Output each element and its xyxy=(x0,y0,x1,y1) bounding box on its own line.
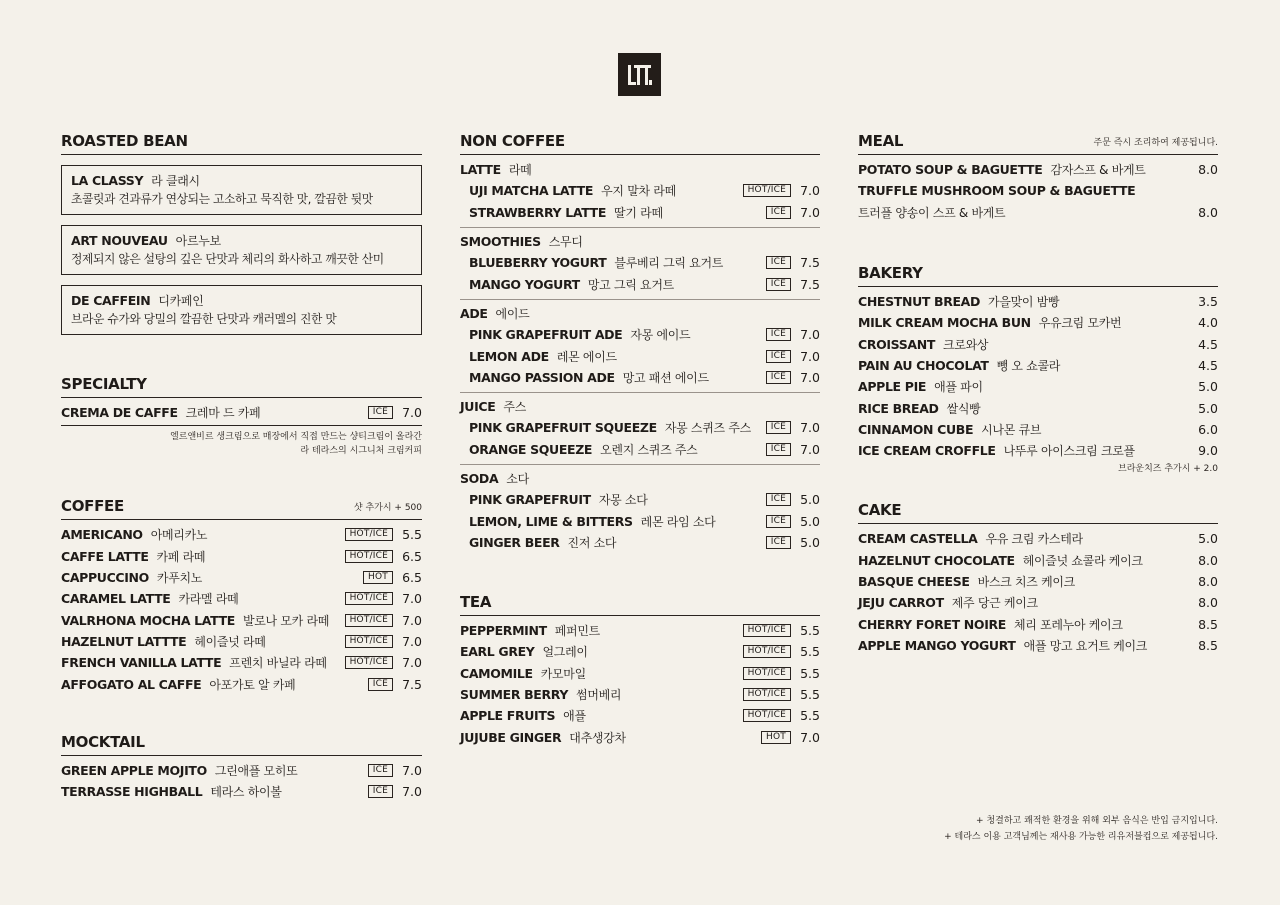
item-price: 8.0 xyxy=(1198,204,1218,220)
temperature-tag: HOT/ICE xyxy=(345,528,393,541)
footnote-line: + 테라스 이용 고객님께는 재사용 가능한 리유저블컵으로 제공됩니다. xyxy=(944,832,1218,842)
specialty-note-line: 엘르앤비르 생크림으로 매장에서 직접 만드는 샹티크림이 올라간 xyxy=(170,432,422,443)
section-title: CAKE xyxy=(858,501,902,520)
item-name-en: TRUFFLE MUSHROOM SOUP & BAGUETTE xyxy=(858,183,1136,199)
tea-list xyxy=(460,620,820,748)
group-divider xyxy=(460,392,820,393)
menu-item-row xyxy=(460,510,820,531)
menu-item-row xyxy=(858,159,1218,180)
item-name-ko: 아메리카노 xyxy=(150,528,208,543)
menu-item-row xyxy=(858,613,1218,634)
item-name-ko: 애플 파이 xyxy=(934,380,983,395)
section-header-bakery xyxy=(858,262,1218,287)
menu-item-row xyxy=(61,588,422,609)
menu-item-row xyxy=(61,567,422,588)
brand-logo xyxy=(618,53,661,96)
temperature-tag: ICE xyxy=(766,515,791,528)
menu-item-row xyxy=(61,524,422,545)
temperature-tag: ICE xyxy=(766,328,791,341)
menu-item-row xyxy=(460,705,820,726)
item-name-en: JEJU CARROT xyxy=(858,595,944,611)
item-name-ko: 체리 포레누아 케이크 xyxy=(1013,617,1123,632)
bean-name-ko: 아르누보 xyxy=(175,233,221,248)
item-name-en: CREAM CASTELLA xyxy=(858,531,978,547)
section-note: 샷 추가시 + 500 xyxy=(353,503,422,514)
item-name-ko: 제주 당근 케이크 xyxy=(951,596,1038,611)
item-name-en: CARAMEL LATTE xyxy=(61,591,171,607)
menu-item-row xyxy=(61,673,422,694)
item-name-en: PINK GRAPEFRUIT xyxy=(469,492,591,508)
item-name-ko: 딸기 라떼 xyxy=(614,205,663,220)
menu-item-row xyxy=(858,397,1218,418)
menu-item-row xyxy=(858,376,1218,397)
item-price: 8.5 xyxy=(1198,616,1218,632)
item-price: 7.0 xyxy=(800,369,820,385)
section-note: 주문 즉시 조리하여 제공됩니다. xyxy=(1093,138,1218,148)
section-header-specialty xyxy=(61,373,422,398)
item-name-ko: 애플 망고 요거트 케이크 xyxy=(1023,638,1148,653)
item-price: 5.5 xyxy=(402,527,422,543)
menu-item-row xyxy=(61,652,422,673)
temperature-tag: HOT/ICE xyxy=(345,550,393,563)
item-price: 5.5 xyxy=(800,644,820,660)
category-name-ko: 라떼 xyxy=(508,163,532,178)
temperature-tag: ICE xyxy=(368,785,393,798)
item-name-en: LEMON ADE xyxy=(469,348,549,364)
item-name-en: ORANGE SQUEEZE xyxy=(469,441,593,457)
item-price: 3.5 xyxy=(1198,294,1218,310)
item-name-ko: 카페 라떼 xyxy=(156,549,206,564)
item-name-ko: 우지 말차 라떼 xyxy=(601,184,676,199)
item-name-en: GINGER BEER xyxy=(469,534,560,550)
bean-description: 정제되지 않은 설탕의 깊은 단맛과 체리의 화사하고 깨끗한 산미 xyxy=(71,252,384,266)
item-name-ko: 페퍼민트 xyxy=(554,624,600,639)
item-name-en: BASQUE CHEESE xyxy=(858,574,970,589)
item-price: 9.0 xyxy=(1198,443,1218,459)
item-name-en: MANGO PASSION ADE xyxy=(469,369,615,385)
section-title: MEAL xyxy=(858,132,904,150)
item-price: 7.0 xyxy=(800,348,820,364)
item-name-en: VALRHONA MOCHA LATTE xyxy=(61,612,235,628)
item-name-en: AMERICANO xyxy=(61,527,143,543)
section-header-cake xyxy=(858,499,1218,524)
category-row xyxy=(460,396,820,417)
item-name-ko: 카모마일 xyxy=(540,666,586,681)
category-name-en: SMOOTHIES xyxy=(460,234,541,250)
specialty-note xyxy=(61,430,422,458)
menu-item-row xyxy=(858,550,1218,571)
category-name-ko: 스무디 xyxy=(548,235,583,250)
menu-item-row xyxy=(460,180,820,201)
temperature-tag: HOT/ICE xyxy=(743,667,791,680)
temperature-tag: HOT/ICE xyxy=(743,624,791,637)
menu-item-row xyxy=(460,202,820,223)
item-price: 8.0 xyxy=(1198,595,1218,611)
temperature-tag: HOT/ICE xyxy=(345,635,393,648)
menu-item-row xyxy=(460,641,820,662)
menu-column-left xyxy=(61,130,422,802)
section-header-non-coffee xyxy=(460,130,820,155)
menu-item-row xyxy=(460,532,820,553)
item-price: 6.5 xyxy=(402,570,422,586)
menu-item-row xyxy=(858,592,1218,613)
group-divider xyxy=(460,299,820,300)
item-name-en: CROISSANT xyxy=(858,336,936,352)
section-title: TEA xyxy=(460,593,492,612)
item-price: 8.0 xyxy=(1198,574,1218,589)
menu-item-row xyxy=(858,440,1218,461)
menu-item-row xyxy=(858,419,1218,440)
item-name-en: GREEN APPLE MOJITO xyxy=(61,762,207,778)
menu-item-row xyxy=(61,631,422,652)
section-header-meal xyxy=(858,130,1218,155)
item-name-ko: 우유크림 모카번 xyxy=(1038,316,1122,331)
item-name-en: UJI MATCHA LATTE xyxy=(469,183,594,199)
menu-item-row xyxy=(858,528,1218,549)
item-name-ko: 망고 패션 에이드 xyxy=(622,370,709,385)
item-price: 7.0 xyxy=(800,420,820,436)
menu-column-right xyxy=(858,130,1218,656)
item-price: 5.0 xyxy=(1198,379,1218,395)
menu-item-row xyxy=(460,367,820,388)
menu-item-row xyxy=(858,312,1218,333)
non-coffee-list xyxy=(460,159,820,553)
temperature-tag: HOT/ICE xyxy=(743,709,791,722)
category-name-ko: 소다 xyxy=(506,472,529,486)
item-price: 5.0 xyxy=(800,492,820,508)
item-name-ko: 그린애플 모히또 xyxy=(214,763,298,778)
item-price: 4.0 xyxy=(1198,315,1218,331)
item-name-ko: 크레마 드 카페 xyxy=(185,406,261,421)
footnote-line: + 청결하고 쾌적한 환경을 위해 외부 음식은 반입 금지입니다. xyxy=(976,816,1218,826)
item-name-ko: 얼그레이 xyxy=(542,645,588,660)
item-price: 5.5 xyxy=(800,708,820,724)
item-price: 7.5 xyxy=(800,276,820,292)
temperature-tag: ICE xyxy=(766,256,791,269)
item-name-en: ICE CREAM CROFFLE xyxy=(858,443,996,459)
item-name-en: TERRASSE HIGHBALL xyxy=(61,784,203,800)
item-name-ko: 테라스 하이볼 xyxy=(210,785,282,800)
category-name-en: SODA xyxy=(460,471,499,486)
temperature-tag: ICE xyxy=(766,421,791,434)
item-name-en: SUMMER BERRY xyxy=(460,687,569,703)
item-name-en: POTATO SOUP & BAGUETTE xyxy=(858,162,1043,178)
item-price: 7.0 xyxy=(402,612,422,628)
item-price: 4.5 xyxy=(1198,357,1218,373)
footnotes xyxy=(944,813,1218,845)
item-price: 7.0 xyxy=(402,655,422,671)
item-name-ko: 애플 xyxy=(563,709,586,724)
item-price: 7.0 xyxy=(800,327,820,343)
temperature-tag: HOT/ICE xyxy=(743,184,791,197)
item-price: 5.0 xyxy=(800,534,820,550)
temperature-tag: ICE xyxy=(766,536,791,549)
item-name-ko: 나뚜루 아이스크림 크로플 xyxy=(1003,444,1135,459)
item-price: 6.5 xyxy=(402,548,422,564)
bean-name-en: DE CAFFEIN xyxy=(71,292,151,308)
item-name-en: CHESTNUT BREAD xyxy=(858,294,981,310)
item-price: 7.0 xyxy=(800,729,820,745)
menu-item-row xyxy=(61,781,422,802)
item-price: 7.0 xyxy=(800,183,820,199)
category-name-en: JUICE xyxy=(460,399,496,415)
item-price: 7.0 xyxy=(800,441,820,457)
bean-name-ko: 디카페인 xyxy=(158,293,204,308)
bean-card xyxy=(61,285,422,335)
item-name-en: LEMON, LIME & BITTERS xyxy=(469,513,633,529)
item-name-ko: 망고 그릭 요거트 xyxy=(587,277,674,292)
menu-item-row xyxy=(61,760,422,781)
item-name-ko: 헤이즐넛 쇼콜라 케이크 xyxy=(1022,553,1143,568)
item-name-ko: 아포가토 알 카페 xyxy=(209,677,296,692)
temperature-tag: ICE xyxy=(766,371,791,384)
item-name-ko: 진저 소다 xyxy=(567,535,617,550)
temperature-tag: HOT xyxy=(363,571,393,584)
bean-name-en: LA CLASSY xyxy=(71,172,144,188)
category-name-en: LATTE xyxy=(460,162,501,178)
item-price: 5.0 xyxy=(1198,400,1218,416)
temperature-tag: HOT/ICE xyxy=(345,656,393,669)
item-price: 4.5 xyxy=(1198,336,1218,352)
item-price: 7.0 xyxy=(402,762,422,778)
temperature-tag: HOT/ICE xyxy=(743,688,791,701)
item-price: 7.0 xyxy=(402,405,422,421)
specialty-list xyxy=(61,402,422,423)
menu-item-row xyxy=(858,355,1218,376)
item-price: 7.5 xyxy=(800,255,820,271)
coffee-list xyxy=(61,524,422,694)
menu-item-row xyxy=(858,202,1218,223)
item-name-en: CAPPUCCINO xyxy=(61,570,149,586)
item-name-ko: 대추생강차 xyxy=(569,730,626,745)
category-name-ko: 주스 xyxy=(503,400,527,415)
item-price: 5.0 xyxy=(1198,531,1218,547)
bean-description: 초콜릿과 견과류가 연상되는 고소하고 묵직한 맛, 깔끔한 뒷맛 xyxy=(71,192,373,206)
category-row xyxy=(460,468,820,489)
item-name-ko: 카푸치노 xyxy=(156,571,203,586)
item-price: 5.0 xyxy=(800,513,820,529)
temperature-tag: ICE xyxy=(368,678,393,691)
bean-name-line xyxy=(71,290,412,310)
menu-item-row xyxy=(858,571,1218,592)
item-name-en: AFFOGATO AL CAFFE xyxy=(61,676,202,692)
menu-item-row xyxy=(460,663,820,684)
item-price: 7.0 xyxy=(402,633,422,649)
item-name-ko: 발로나 모카 라떼 xyxy=(242,613,330,628)
item-name-ko: 오렌지 스퀴즈 주스 xyxy=(600,442,698,457)
item-name-en: PEPPERMINT xyxy=(460,623,547,639)
item-name-en: PAIN AU CHOCOLAT xyxy=(858,357,989,373)
item-name-ko: 크로와상 xyxy=(943,337,989,352)
item-price: 8.5 xyxy=(1198,637,1218,653)
item-price: 8.0 xyxy=(1198,552,1218,568)
item-name-ko: 카라멜 라떼 xyxy=(178,592,239,607)
bakery-note: 브라운치즈 추가시 + 2.0 xyxy=(1118,464,1218,475)
temperature-tag: ICE xyxy=(368,406,393,419)
item-name-ko: 바스크 치즈 케이크 xyxy=(977,575,1075,589)
menu-item-row xyxy=(460,273,820,294)
temperature-tag: HOT/ICE xyxy=(345,592,393,605)
section-title: MOCKTAIL xyxy=(61,732,145,751)
menu-item-row xyxy=(460,324,820,345)
menu-item-row xyxy=(61,546,422,567)
item-name-en: CHERRY FORET NOIRE xyxy=(858,616,1006,632)
item-name-ko: 시나몬 큐브 xyxy=(981,422,1042,437)
temperature-tag: ICE xyxy=(766,350,791,363)
section-title: BAKERY xyxy=(858,263,923,282)
menu-item-row xyxy=(61,402,422,423)
item-name-en: EARL GREY xyxy=(460,644,535,660)
temperature-tag: HOT/ICE xyxy=(743,645,791,658)
temperature-tag: ICE xyxy=(766,443,791,456)
menu-item-row xyxy=(460,439,820,460)
bean-card xyxy=(61,225,422,275)
mocktail-list xyxy=(61,760,422,803)
item-name-ko: 자몽 에이드 xyxy=(630,328,691,343)
item-name-ko: 가을맞이 밤빵 xyxy=(988,295,1060,310)
item-name-ko: 자몽 소다 xyxy=(598,493,648,508)
item-name-ko: 뺑 오 쇼콜라 xyxy=(996,358,1061,373)
menu-item-row xyxy=(858,291,1218,312)
menu-item-row xyxy=(460,417,820,438)
menu-item-row xyxy=(460,252,820,273)
bean-name-ko: 라 클래시 xyxy=(151,173,200,188)
menu-item-row xyxy=(858,180,1218,201)
item-price: 7.5 xyxy=(402,676,422,692)
category-row xyxy=(460,303,820,324)
specialty-note-line: 라 테라스의 시그니처 크림커피 xyxy=(300,446,422,457)
temperature-tag: HOT/ICE xyxy=(345,614,393,627)
section-title: COFFEE xyxy=(61,497,124,516)
item-name-ko: 블루베리 그릭 요거트 xyxy=(614,256,724,271)
item-name-ko: 레몬 에이드 xyxy=(556,349,617,364)
menu-item-row xyxy=(460,727,820,748)
group-divider xyxy=(460,227,820,228)
item-name-ko: 프렌치 바닐라 라떼 xyxy=(229,656,327,671)
category-name-en: ADE xyxy=(460,305,488,321)
item-name-en: CAFFE LATTE xyxy=(61,548,149,564)
item-name-ko: 자몽 스퀴즈 주스 xyxy=(664,421,751,436)
item-name-en: BLUEBERRY YOGURT xyxy=(469,255,607,271)
section-title: SPECIALTY xyxy=(61,375,147,393)
temperature-tag: HOT xyxy=(761,731,791,744)
group-divider xyxy=(460,464,820,465)
bean-name-line xyxy=(71,230,412,250)
menu-item-row xyxy=(460,684,820,705)
item-name-en: APPLE PIE xyxy=(858,379,927,395)
item-name-ko: 썸머베리 xyxy=(576,688,622,703)
bean-name-line xyxy=(71,170,412,190)
section-header-roasted-bean xyxy=(61,130,422,155)
item-name-ko: 트러플 양송이 스프 & 바게트 xyxy=(858,205,1006,220)
cake-list xyxy=(858,528,1218,656)
menu-item-row xyxy=(460,345,820,366)
item-price: 8.0 xyxy=(1198,162,1218,178)
temperature-tag: ICE xyxy=(368,764,393,777)
logo-mark-icon xyxy=(627,63,653,87)
item-name-ko: 감자스프 & 바게트 xyxy=(1050,163,1146,178)
item-name-en: RICE BREAD xyxy=(858,400,939,416)
menu-item-row xyxy=(460,620,820,641)
item-name-en: APPLE FRUITS xyxy=(460,708,556,724)
section-header-tea xyxy=(460,591,820,616)
item-name-en: STRAWBERRY LATTE xyxy=(469,204,607,220)
meal-list xyxy=(858,159,1218,223)
bean-list xyxy=(61,165,422,335)
category-row xyxy=(460,231,820,252)
item-name-en: CINNAMON CUBE xyxy=(858,421,974,437)
item-name-en: PINK GRAPEFRUIT SQUEEZE xyxy=(469,420,657,436)
item-name-en: CREMA DE CAFFE xyxy=(61,405,178,421)
item-price: 6.0 xyxy=(1198,421,1218,437)
item-price: 5.5 xyxy=(800,665,820,681)
bean-name-en: ART NOUVEAU xyxy=(71,232,168,248)
section-title: ROASTED BEAN xyxy=(61,132,188,150)
bean-card xyxy=(61,165,422,215)
item-price: 7.0 xyxy=(402,591,422,607)
menu-column-middle xyxy=(460,130,820,748)
divider xyxy=(61,425,422,426)
category-name-ko: 에이드 xyxy=(495,306,530,321)
item-price: 5.5 xyxy=(800,687,820,703)
item-price: 7.0 xyxy=(402,784,422,800)
item-name-ko: 우유 크림 카스테라 xyxy=(985,532,1083,547)
temperature-tag: ICE xyxy=(766,278,791,291)
section-title: NON COFFEE xyxy=(460,132,565,150)
menu-item-row xyxy=(858,635,1218,656)
item-name-ko: 레몬 라임 소다 xyxy=(640,514,716,529)
item-name-en: HAZELNUT LATTTE xyxy=(61,633,187,649)
item-name-ko: 헤이즐넛 라떼 xyxy=(194,634,266,649)
menu-item-row xyxy=(858,333,1218,354)
item-name-en: CAMOMILE xyxy=(460,665,533,681)
temperature-tag: ICE xyxy=(766,206,791,219)
section-header-coffee xyxy=(61,495,422,520)
item-name-en: MILK CREAM MOCHA BUN xyxy=(858,315,1031,331)
item-name-en: APPLE MANGO YOGURT xyxy=(858,637,1016,653)
temperature-tag: ICE xyxy=(766,493,791,506)
item-name-en: MANGO YOGURT xyxy=(469,276,580,292)
item-name-en: PINK GRAPEFRUIT ADE xyxy=(469,327,623,343)
item-name-en: JUJUBE GINGER xyxy=(460,729,562,745)
menu-item-row xyxy=(61,609,422,630)
bakery-list xyxy=(858,291,1218,461)
item-name-ko: 쌀식빵 xyxy=(946,401,981,416)
section-header-mocktail xyxy=(61,731,422,756)
item-price: 5.5 xyxy=(800,623,820,639)
category-row xyxy=(460,159,820,180)
item-price: 7.0 xyxy=(800,204,820,220)
menu-item-row xyxy=(460,489,820,510)
item-name-en: FRENCH VANILLA LATTE xyxy=(61,655,222,671)
item-name-en: HAZELNUT CHOCOLATE xyxy=(858,552,1015,568)
bean-description: 브라운 슈가와 당밀의 깔끔한 단맛과 캐러멜의 진한 맛 xyxy=(71,312,337,326)
